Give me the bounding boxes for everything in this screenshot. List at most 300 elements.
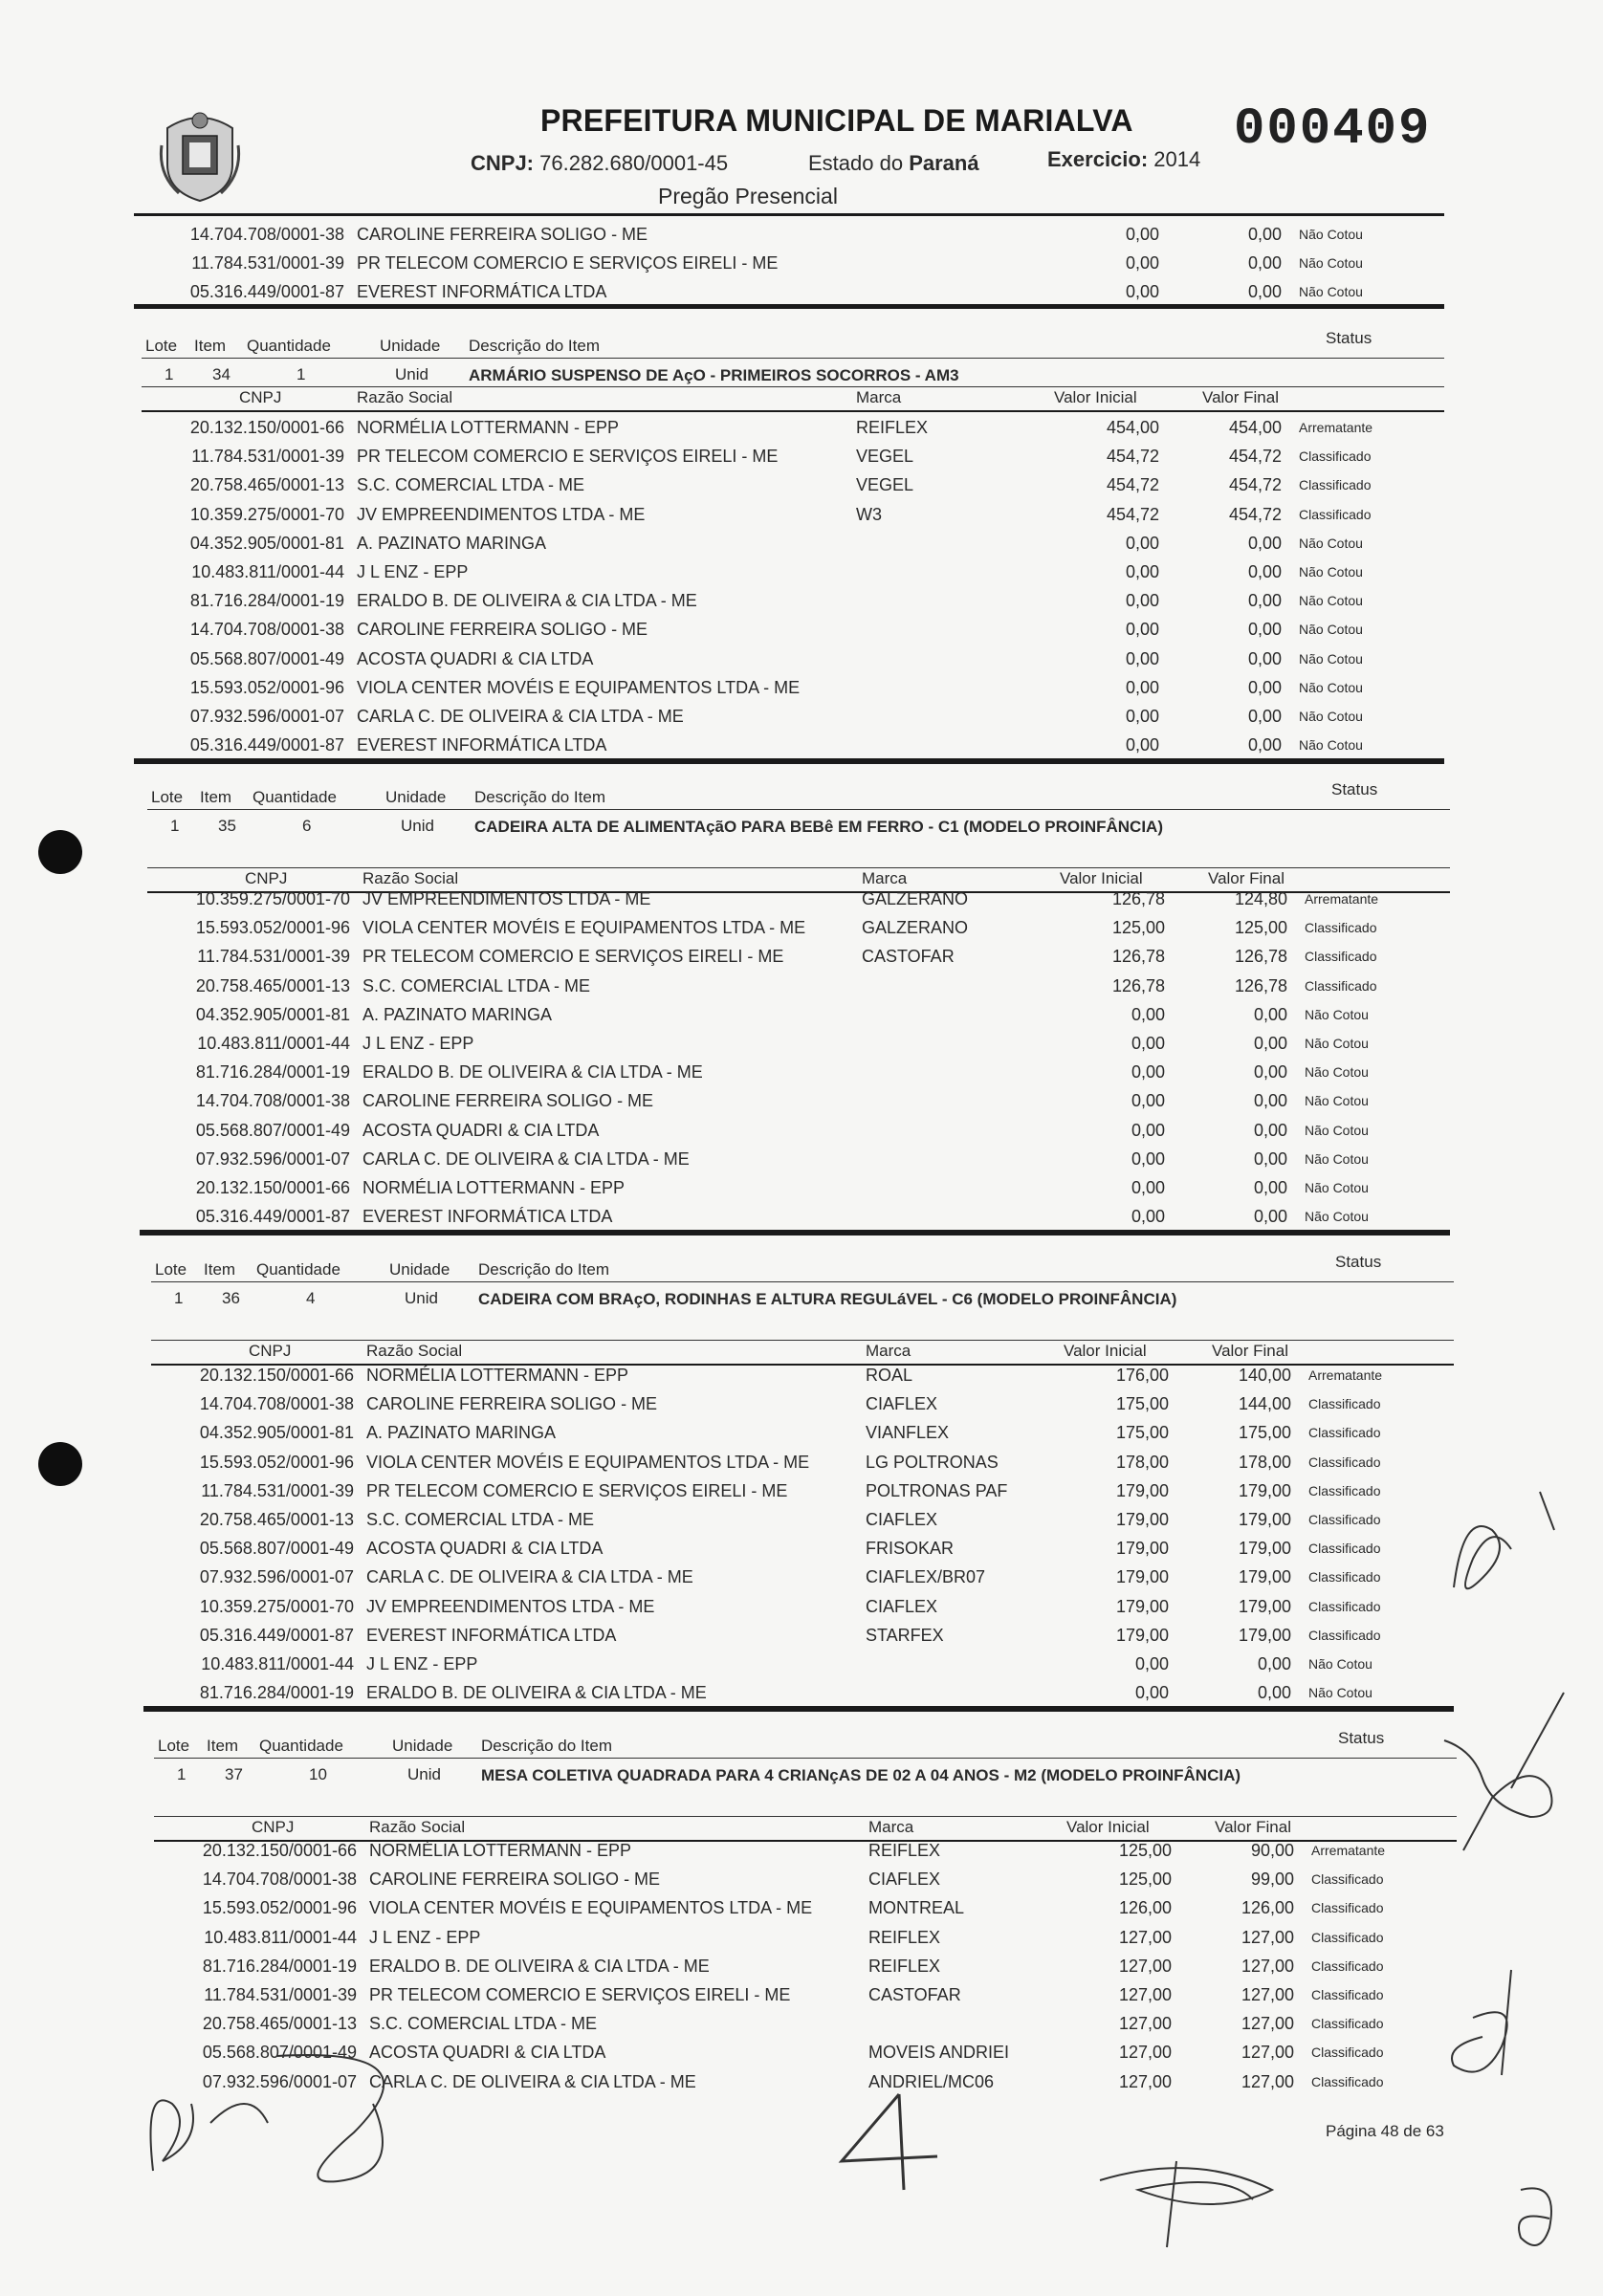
final-value-cell: 127,00 [1241, 2071, 1294, 2091]
status-cell: Classificado [1308, 1627, 1381, 1643]
company-name-cell: NORMÉLIA LOTTERMANN - EPP [357, 418, 620, 437]
final-value-cell: 140,00 [1238, 1366, 1291, 1385]
table-row [0, 1121, 1603, 1148]
col-valor-inicial: Valor Inicial [1066, 1818, 1150, 1836]
section-rule [140, 1230, 1450, 1235]
table-row [0, 1870, 1603, 1896]
punch-hole [38, 830, 82, 874]
table-row [0, 707, 1603, 733]
status-cell: Classificado [1305, 949, 1377, 965]
cnpj-cell: 14.704.708/0001-38 [195, 1091, 350, 1111]
col-status: Status [1331, 780, 1378, 798]
brand-cell: VEGEL [856, 475, 914, 495]
company-name-cell: CAROLINE FERREIRA SOLIGO - ME [369, 1870, 661, 1890]
status-cell: Não Cotou [1305, 1064, 1369, 1081]
cnpj-cell: 20.132.150/0001-66 [202, 1841, 357, 1860]
company-name-cell: PR TELECOM COMERCIO E SERVIÇOS EIRELI - ME [366, 1480, 788, 1500]
company-name-cell: PR TELECOM COMERCIO E SERVIÇOS EIRELI - ME [357, 447, 779, 467]
table-row [0, 1091, 1603, 1118]
company-name-cell: CARLA C. DE OLIVEIRA & CIA LTDA - ME [369, 2071, 696, 2091]
company-name-cell: EVEREST INFORMÁTICA LTDA [357, 282, 607, 301]
initial-value-cell: 0,00 [1131, 1004, 1165, 1024]
status-cell: Não Cotou [1299, 564, 1363, 579]
subheader-rule [154, 1816, 1457, 1817]
initial-value-cell: 454,72 [1106, 504, 1159, 524]
state-label: Estado do [808, 151, 904, 175]
table-row [0, 1567, 1603, 1594]
cnpj-cell: 81.716.284/0001-19 [189, 591, 344, 611]
municipal-crest-icon [158, 107, 242, 203]
header-year [1047, 147, 1200, 172]
initial-value-cell: 127,00 [1118, 2071, 1172, 2091]
subheader-underline [142, 410, 1444, 412]
final-value-cell: 454,72 [1228, 447, 1282, 467]
table-row [0, 1366, 1603, 1392]
cnpj-cell: 05.568.807/0001-49 [189, 648, 344, 668]
company-name-cell: CARLA C. DE OLIVEIRA & CIA LTDA - ME [357, 707, 684, 726]
cnpj-cell: 07.932.596/0001-07 [195, 1148, 350, 1169]
cnpj-cell: 15.593.052/0001-96 [199, 1452, 354, 1472]
section-rule [134, 304, 1444, 309]
final-value-cell: 454,72 [1228, 504, 1282, 524]
final-value-cell: 0,00 [1247, 620, 1282, 640]
status-cell: Arrematante [1299, 420, 1373, 435]
col-valor-final: Valor Final [1208, 869, 1285, 887]
status-cell: Arrematante [1308, 1367, 1383, 1383]
cnpj-cell: 20.758.465/0001-13 [189, 475, 344, 495]
item-quantity: 6 [302, 817, 312, 835]
final-value-cell: 454,72 [1228, 475, 1282, 495]
initial-value-cell: 179,00 [1115, 1480, 1169, 1500]
table-row [0, 1149, 1603, 1176]
company-name-cell: A. PAZINATO MARINGA [357, 533, 547, 553]
company-name-cell: JV EMPREENDIMENTOS LTDA - ME [357, 504, 646, 524]
final-value-cell: 0,00 [1247, 253, 1282, 273]
brand-cell: GALZERANO [862, 918, 969, 938]
item-description: ARMÁRIO SUSPENSO DE AçO - PRIMEIROS SOCORROS - AM3 [469, 366, 959, 384]
company-name-cell: ACOSTA QUADRI & CIA LTDA [362, 1120, 600, 1140]
company-name-cell: CARLA C. DE OLIVEIRA & CIA LTDA - ME [362, 1148, 690, 1169]
brand-cell: MOVEIS ANDRIEI [868, 2043, 1010, 2063]
status-cell: Classificado [1308, 1454, 1381, 1470]
final-value-cell: 127,00 [1241, 2043, 1294, 2063]
initial-value-cell: 127,00 [1118, 1927, 1172, 1947]
brand-cell: GALZERANO [862, 889, 969, 908]
brand-cell: CASTOFAR [862, 947, 955, 967]
cnpj-cell: 11.784.531/0001-39 [204, 1985, 357, 2004]
table-row [0, 1957, 1603, 1983]
company-name-cell: A. PAZINATO MARINGA [366, 1423, 557, 1443]
brand-cell: REIFLEX [868, 1927, 941, 1947]
col-cnpj: CNPJ [245, 869, 288, 887]
item-unit: Unid [407, 1765, 441, 1783]
status-cell: Classificado [1305, 920, 1377, 936]
company-name-cell: J L ENZ - EPP [366, 1654, 478, 1673]
final-value-cell: 0,00 [1247, 591, 1282, 611]
company-name-cell: A. PAZINATO MARINGA [362, 1004, 553, 1024]
company-name-cell: S.C. COMERCIAL LTDA - ME [369, 2014, 598, 2034]
company-name-cell: EVEREST INFORMÁTICA LTDA [366, 1625, 617, 1645]
initial-value-cell: 0,00 [1125, 562, 1159, 581]
header-state [808, 151, 979, 176]
col-unidade: Unidade [385, 788, 447, 806]
final-value-cell: 178,00 [1238, 1452, 1291, 1472]
page-number: Página 48 de 63 [1326, 2122, 1444, 2140]
table-row [0, 976, 1603, 1003]
cnpj-cell: 05.316.449/0001-87 [199, 1625, 354, 1645]
final-value-cell: 0,00 [1257, 1683, 1291, 1703]
col-quantidade: Quantidade [256, 1260, 340, 1279]
brand-cell: CIAFLEX [866, 1510, 938, 1529]
header-underline [154, 1758, 1457, 1759]
cnpj-cell: 20.132.150/0001-66 [199, 1366, 354, 1385]
brand-cell: VEGEL [856, 447, 914, 467]
initial-value-cell: 0,00 [1131, 1034, 1165, 1053]
final-value-cell: 0,00 [1257, 1654, 1291, 1673]
initial-value-cell: 0,00 [1125, 677, 1159, 697]
item-description: CADEIRA COM BRAçO, RODINHAS E ALTURA REGULáVEL - C6 (MODELO PROINFÂNCIA) [478, 1290, 1177, 1308]
table-row [0, 1898, 1603, 1925]
company-name-cell: VIOLA CENTER MOVÉIS E EQUIPAMENTOS LTDA - ME [369, 1898, 813, 1918]
cnpj-cell: 14.704.708/0001-38 [189, 225, 344, 244]
col-item: Item [207, 1737, 239, 1755]
cnpj-cell: 10.483.811/0001-44 [204, 1927, 357, 1947]
company-name-cell: EVEREST INFORMÁTICA LTDA [357, 735, 607, 755]
status-cell: Não Cotou [1299, 593, 1363, 609]
brand-cell: STARFEX [866, 1625, 944, 1645]
company-name-cell: ACOSTA QUADRI & CIA LTDA [366, 1539, 604, 1559]
status-cell: Não Cotou [1305, 1122, 1369, 1138]
subheader-rule [142, 386, 1444, 387]
initial-value-cell: 0,00 [1134, 1654, 1169, 1673]
cnpj-cell: 20.758.465/0001-13 [195, 975, 350, 995]
table-row [0, 1654, 1603, 1681]
cnpj-cell: 05.568.807/0001-49 [202, 2043, 357, 2063]
signature-scribble [1435, 1960, 1549, 2104]
brand-cell: MONTREAL [868, 1898, 965, 1918]
status-cell: Não Cotou [1299, 227, 1363, 242]
company-name-cell: VIOLA CENTER MOVÉIS E EQUIPAMENTOS LTDA - ME [362, 918, 806, 938]
final-value-cell: 0,00 [1247, 648, 1282, 668]
col-razao-social: Razão Social [369, 1818, 466, 1836]
initial-value-cell: 0,00 [1125, 253, 1159, 273]
company-name-cell: NORMÉLIA LOTTERMANN - EPP [369, 1841, 632, 1860]
status-cell: Não Cotou [1299, 737, 1363, 754]
initial-value-cell: 0,00 [1131, 1148, 1165, 1169]
final-value-cell: 0,00 [1247, 562, 1282, 581]
table-row [0, 678, 1603, 705]
col-marca: Marca [862, 869, 908, 887]
col-valor-inicial: Valor Inicial [1064, 1342, 1147, 1360]
status-cell: Não Cotou [1299, 622, 1363, 638]
col-descricao: Descrição do Item [481, 1737, 612, 1755]
item-unit: Unid [401, 817, 434, 835]
table-row [0, 591, 1603, 618]
initial-value-cell: 0,00 [1125, 648, 1159, 668]
cnpj-cell: 07.932.596/0001-07 [189, 707, 344, 726]
cnpj-cell: 05.568.807/0001-49 [195, 1120, 350, 1140]
status-cell: Classificado [1311, 1957, 1384, 1974]
final-value-cell: 90,00 [1250, 1841, 1294, 1860]
status-cell: Arrematante [1305, 891, 1379, 907]
header-rule [134, 213, 1444, 216]
brand-cell: POLTRONAS PAF [866, 1480, 1008, 1500]
status-cell: Não Cotou [1305, 1150, 1369, 1167]
header-underline [151, 1281, 1454, 1282]
table-row [0, 1928, 1603, 1955]
header-underline [147, 809, 1450, 810]
subheader-rule [147, 867, 1450, 868]
table-row [0, 1178, 1603, 1205]
section-rule [143, 1706, 1454, 1712]
table-row [0, 620, 1603, 646]
cnpj-cell: 81.716.284/0001-19 [202, 1956, 357, 1976]
initial-value-cell: 125,00 [1118, 1841, 1172, 1860]
company-name-cell: J L ENZ - EPP [357, 562, 469, 581]
initial-value-cell: 179,00 [1115, 1596, 1169, 1616]
section-rule [134, 758, 1444, 764]
final-value-cell: 126,78 [1234, 975, 1287, 995]
table-row [0, 562, 1603, 589]
company-name-cell: CAROLINE FERREIRA SOLIGO - ME [357, 225, 648, 244]
brand-cell: LG POLTRONAS [866, 1452, 999, 1472]
status-cell: Classificado [1311, 1900, 1384, 1916]
status-cell: Classificado [1308, 1396, 1381, 1412]
initial-value-cell: 179,00 [1115, 1625, 1169, 1645]
initial-value-cell: 0,00 [1131, 1091, 1165, 1111]
col-unidade: Unidade [389, 1260, 450, 1279]
col-cnpj: CNPJ [239, 388, 282, 406]
cnpj-cell: 05.316.449/0001-87 [189, 282, 344, 301]
table-row [0, 1985, 1603, 2012]
item-lote: 1 [174, 1289, 184, 1307]
cnpj-cell: 05.568.807/0001-49 [199, 1539, 354, 1559]
status-cell: Não Cotou [1299, 709, 1363, 724]
final-value-cell: 0,00 [1247, 677, 1282, 697]
initial-value-cell: 125,00 [1111, 918, 1165, 938]
signature-number-4 [823, 2085, 956, 2199]
final-value-cell: 126,78 [1234, 947, 1287, 967]
company-name-cell: CAROLINE FERREIRA SOLIGO - ME [362, 1091, 654, 1111]
company-name-cell: J L ENZ - EPP [362, 1034, 474, 1053]
col-status: Status [1338, 1729, 1385, 1747]
status-cell: Classificado [1308, 1512, 1381, 1527]
col-descricao: Descrição do Item [474, 788, 605, 806]
final-value-cell: 144,00 [1238, 1394, 1291, 1414]
table-row [0, 505, 1603, 532]
final-value-cell: 127,00 [1241, 1927, 1294, 1947]
status-cell: Classificado [1311, 2073, 1384, 2089]
initial-value-cell: 127,00 [1118, 1985, 1172, 2004]
status-cell: Não Cotou [1299, 650, 1363, 667]
status-cell: Não Cotou [1299, 535, 1363, 551]
initial-value-cell: 454,72 [1106, 447, 1159, 467]
company-name-cell: EVEREST INFORMÁTICA LTDA [362, 1207, 613, 1227]
col-status: Status [1335, 1253, 1382, 1271]
initial-value-cell: 126,78 [1111, 947, 1165, 967]
cnpj-cell: 07.932.596/0001-07 [199, 1567, 354, 1587]
status-cell: Classificado [1311, 1987, 1384, 2002]
final-value-cell: 179,00 [1238, 1539, 1291, 1559]
cnpj-cell: 20.132.150/0001-66 [189, 418, 344, 437]
table-row [0, 1597, 1603, 1624]
status-cell: Não Cotou [1308, 1685, 1372, 1701]
company-name-cell: ACOSTA QUADRI & CIA LTDA [369, 2043, 606, 2063]
status-cell: Não Cotou [1305, 1209, 1369, 1225]
state-value: Paraná [909, 151, 979, 175]
cnpj-cell: 81.716.284/0001-19 [199, 1683, 354, 1703]
company-name-cell: S.C. COMERCIAL LTDA - ME [366, 1510, 595, 1529]
cnpj-cell: 10.483.811/0001-44 [201, 1654, 354, 1673]
initial-value-cell: 454,00 [1106, 418, 1159, 437]
status-cell: Classificado [1308, 1482, 1381, 1498]
status-cell: Classificado [1305, 977, 1377, 994]
table-row [0, 418, 1603, 445]
final-value-cell: 0,00 [1253, 1120, 1287, 1140]
company-name-cell: PR TELECOM COMERCIO E SERVIÇOS EIRELI - ME [362, 947, 784, 967]
item-number: 37 [225, 1765, 243, 1783]
cnpj-cell: 15.593.052/0001-96 [195, 918, 350, 938]
company-name-cell: JV EMPREENDIMENTOS LTDA - ME [362, 889, 651, 908]
status-cell: Não Cotou [1308, 1656, 1372, 1672]
table-row [0, 649, 1603, 676]
initial-value-cell: 178,00 [1115, 1452, 1169, 1472]
table-row [0, 225, 1603, 251]
col-descricao: Descrição do Item [478, 1260, 609, 1279]
company-name-cell: S.C. COMERCIAL LTDA - ME [362, 975, 591, 995]
final-value-cell: 127,00 [1241, 2014, 1294, 2034]
final-value-cell: 124,80 [1234, 889, 1287, 908]
page-stamp-number: 000409 [1234, 100, 1432, 159]
status-cell: Classificado [1311, 2016, 1384, 2032]
cnpj-cell: 14.704.708/0001-38 [202, 1870, 357, 1890]
initial-value-cell: 0,00 [1131, 1178, 1165, 1197]
col-valor-final: Valor Final [1212, 1342, 1288, 1360]
table-row [0, 1626, 1603, 1652]
status-cell: Não Cotou [1299, 679, 1363, 695]
cnpj-value: 76.282.680/0001-45 [539, 151, 729, 175]
item-quantity: 10 [309, 1765, 327, 1783]
final-value-cell: 0,00 [1247, 707, 1282, 726]
cnpj-cell: 20.758.465/0001-13 [202, 2014, 357, 2034]
item-lote: 1 [177, 1765, 187, 1783]
punch-hole [38, 1442, 82, 1486]
company-name-cell: PR TELECOM COMERCIO E SERVIÇOS EIRELI - ME [357, 253, 779, 273]
status-cell: Classificado [1299, 477, 1372, 493]
signature-corner [1502, 2171, 1578, 2276]
company-name-cell: NORMÉLIA LOTTERMANN - EPP [366, 1366, 629, 1385]
col-quantidade: Quantidade [259, 1737, 343, 1755]
modality-title: Pregão Presencial [658, 184, 838, 208]
cnpj-cell: 11.784.531/0001-39 [191, 253, 344, 273]
final-value-cell: 454,00 [1228, 418, 1282, 437]
initial-value-cell: 0,00 [1125, 707, 1159, 726]
final-value-cell: 179,00 [1238, 1480, 1291, 1500]
header-underline [142, 358, 1444, 359]
final-value-cell: 0,00 [1253, 1178, 1287, 1197]
col-lote: Lote [155, 1260, 187, 1279]
brand-cell: CASTOFAR [868, 1985, 961, 2004]
company-name-cell: JV EMPREENDIMENTOS LTDA - ME [366, 1596, 655, 1616]
company-name-cell: CARLA C. DE OLIVEIRA & CIA LTDA - ME [366, 1567, 693, 1587]
cnpj-cell: 10.359.275/0001-70 [199, 1596, 354, 1616]
brand-cell: ANDRIEL/MC06 [868, 2071, 995, 2091]
initial-value-cell: 175,00 [1115, 1394, 1169, 1414]
status-cell: Classificado [1311, 1871, 1384, 1888]
item-description: MESA COLETIVA QUADRADA PARA 4 CRIANçAS DE 02 A 04 ANOS - M2 (MODELO PROINFÂNCIA) [481, 1766, 1241, 1784]
status-cell: Não Cotou [1305, 1180, 1369, 1195]
status-cell: Classificado [1308, 1598, 1381, 1614]
cnpj-cell: 81.716.284/0001-19 [195, 1062, 350, 1082]
brand-cell: REIFLEX [868, 1841, 941, 1860]
table-row [0, 1539, 1603, 1565]
initial-value-cell: 127,00 [1118, 2014, 1172, 2034]
final-value-cell: 179,00 [1238, 1510, 1291, 1529]
initial-value-cell: 127,00 [1118, 1956, 1172, 1976]
initial-value-cell: 0,00 [1134, 1683, 1169, 1703]
col-valor-final: Valor Final [1215, 1818, 1291, 1836]
col-item: Item [204, 1260, 236, 1279]
brand-cell: FRISOKAR [866, 1539, 955, 1559]
cnpj-cell: 10.359.275/0001-70 [195, 889, 350, 908]
brand-cell: REIFLEX [868, 1956, 941, 1976]
item-quantity: 1 [296, 365, 306, 383]
cnpj-cell: 07.932.596/0001-07 [202, 2071, 357, 2091]
status-cell: Não Cotou [1305, 1036, 1369, 1051]
initial-value-cell: 454,72 [1106, 475, 1159, 495]
cnpj-cell: 04.352.905/0001-81 [189, 533, 344, 553]
final-value-cell: 179,00 [1238, 1567, 1291, 1587]
brand-cell: REIFLEX [856, 418, 929, 437]
initial-value-cell: 0,00 [1125, 620, 1159, 640]
initial-value-cell: 126,78 [1111, 889, 1165, 908]
col-razao-social: Razão Social [366, 1342, 463, 1360]
cnpj-cell: 10.359.275/0001-70 [189, 504, 344, 524]
status-cell: Não Cotou [1305, 1093, 1369, 1109]
signature-left [134, 2027, 459, 2209]
col-descricao: Descrição do Item [469, 337, 600, 355]
item-unit: Unid [395, 365, 428, 383]
cnpj-cell: 11.784.531/0001-39 [191, 447, 344, 467]
initial-value-cell: 0,00 [1131, 1120, 1165, 1140]
cnpj-label: CNPJ: [471, 151, 535, 175]
company-name-cell: CAROLINE FERREIRA SOLIGO - ME [366, 1394, 658, 1414]
company-name-cell: NORMÉLIA LOTTERMANN - EPP [362, 1178, 626, 1197]
final-value-cell: 175,00 [1238, 1423, 1291, 1443]
status-cell: Não Cotou [1305, 1006, 1369, 1022]
signature-mark [1435, 1683, 1578, 1865]
company-name-cell: J L ENZ - EPP [369, 1927, 481, 1947]
company-name-cell: ERALDO B. DE OLIVEIRA & CIA LTDA - ME [369, 1956, 710, 1976]
company-name-cell: VIOLA CENTER MOVÉIS E EQUIPAMENTOS LTDA - ME [366, 1452, 810, 1472]
final-value-cell: 0,00 [1253, 1091, 1287, 1111]
brand-cell: CIAFLEX/BR07 [866, 1567, 986, 1587]
final-value-cell: 0,00 [1253, 1062, 1287, 1082]
cnpj-cell: 15.593.052/0001-96 [202, 1898, 357, 1918]
col-item: Item [200, 788, 232, 806]
initial-value-cell: 179,00 [1115, 1510, 1169, 1529]
company-name-cell: ERALDO B. DE OLIVEIRA & CIA LTDA - ME [362, 1062, 703, 1082]
initial-value-cell: 0,00 [1125, 282, 1159, 301]
col-lote: Lote [158, 1737, 190, 1755]
col-valor-inicial: Valor Inicial [1060, 869, 1143, 887]
cnpj-cell: 05.316.449/0001-87 [189, 735, 344, 755]
company-name-cell: VIOLA CENTER MOVÉIS E EQUIPAMENTOS LTDA - ME [357, 677, 801, 697]
status-cell: Classificado [1308, 1569, 1381, 1585]
col-quantidade: Quantidade [253, 788, 337, 806]
table-row [0, 534, 1603, 560]
initial-value-cell: 127,00 [1118, 2043, 1172, 2063]
